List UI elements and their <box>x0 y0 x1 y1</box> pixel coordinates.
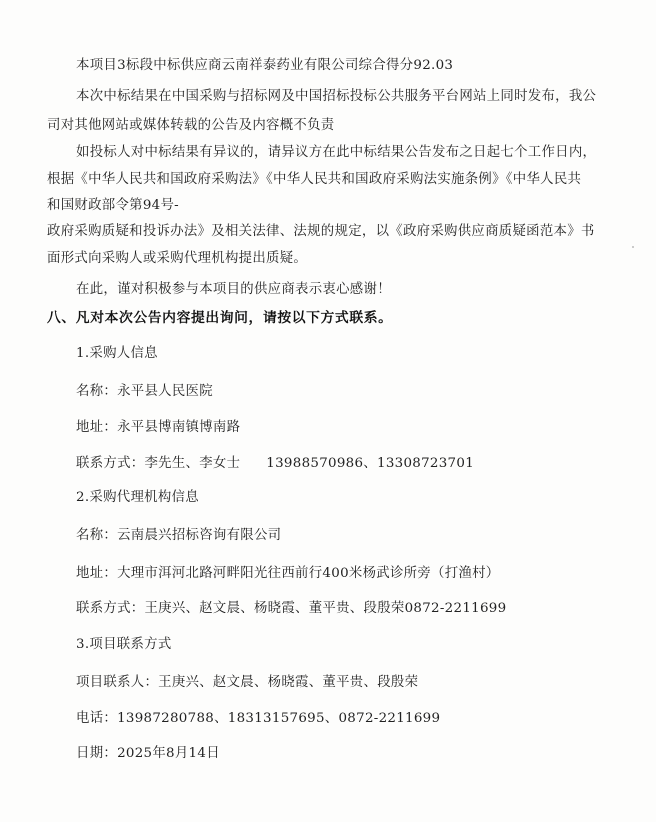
thanks-line: 在此，谨对积极参与本项目的供应商表示衷心感谢！ <box>76 282 391 297</box>
project-contacts: 项目联系人：王庚兴、赵文晨、杨晓霞、董平贵、段殷荣 <box>76 675 419 690</box>
publish-line-2: 司对其他网站或媒体转载的公告及内容概不负责 <box>47 118 335 133</box>
objection-line-2: 根据《中华人民共和国政府采购法》《中华人民共和国政府采购法实施条例》《中华人民共 <box>47 172 582 187</box>
section-heading: 八、凡对本次公告内容提出询问，请按以下方式联系。 <box>47 310 393 326</box>
project-heading: 3.项目联系方式 <box>76 637 172 652</box>
purchaser-name: 名称：永平县人民医院 <box>76 384 213 399</box>
project-phones: 电话：13987280788、18313157695、0872-2211699 <box>76 711 441 726</box>
purchaser-heading: 1.采购人信息 <box>76 346 158 361</box>
purchaser-contact-names: 联系方式：李先生、李女士 <box>76 456 241 471</box>
purchaser-contact <box>76 456 474 472</box>
publish-line-1: 本次中标结果在中国采购与招标网及中国招标投标公共服务平台网站上同时发布，我公 <box>76 89 597 104</box>
agency-contact: 联系方式：王庚兴、赵文晨、杨晓霞、董平贵、段殷荣0872-2211699 <box>76 601 507 616</box>
objection-line-1: 如投标人对中标结果有异议的，请异议方在此中标结果公告发布之日起七个工作日内， <box>76 145 597 160</box>
objection-line-4: 政府采购质疑和投诉办法》及相关法律、法规的规定，以《政府采购供应商质疑函范本》书 <box>47 224 595 239</box>
document-date: 日期：2025年8月14日 <box>76 746 220 761</box>
purchaser-address: 地址：永平县博南镇博南路 <box>76 420 241 435</box>
score-line: 本项目3标段中标供应商云南祥泰药业有限公司综合得分92.03 <box>76 58 454 73</box>
objection-line-5: 面形式向采购人或采购代理机构提出质疑。 <box>47 251 308 266</box>
objection-line-3: 和国财政部令第94号- <box>47 198 179 213</box>
scan-speck <box>632 246 634 248</box>
purchaser-contact-phones: 13988570986、13308723701 <box>266 456 475 471</box>
agency-heading: 2.采购代理机构信息 <box>76 490 199 505</box>
agency-address: 地址：大理市洱河北路河畔阳光往西前行400米杨武诊所旁（打渔村） <box>76 566 500 581</box>
agency-name: 名称：云南晨兴招标咨询有限公司 <box>76 528 282 543</box>
